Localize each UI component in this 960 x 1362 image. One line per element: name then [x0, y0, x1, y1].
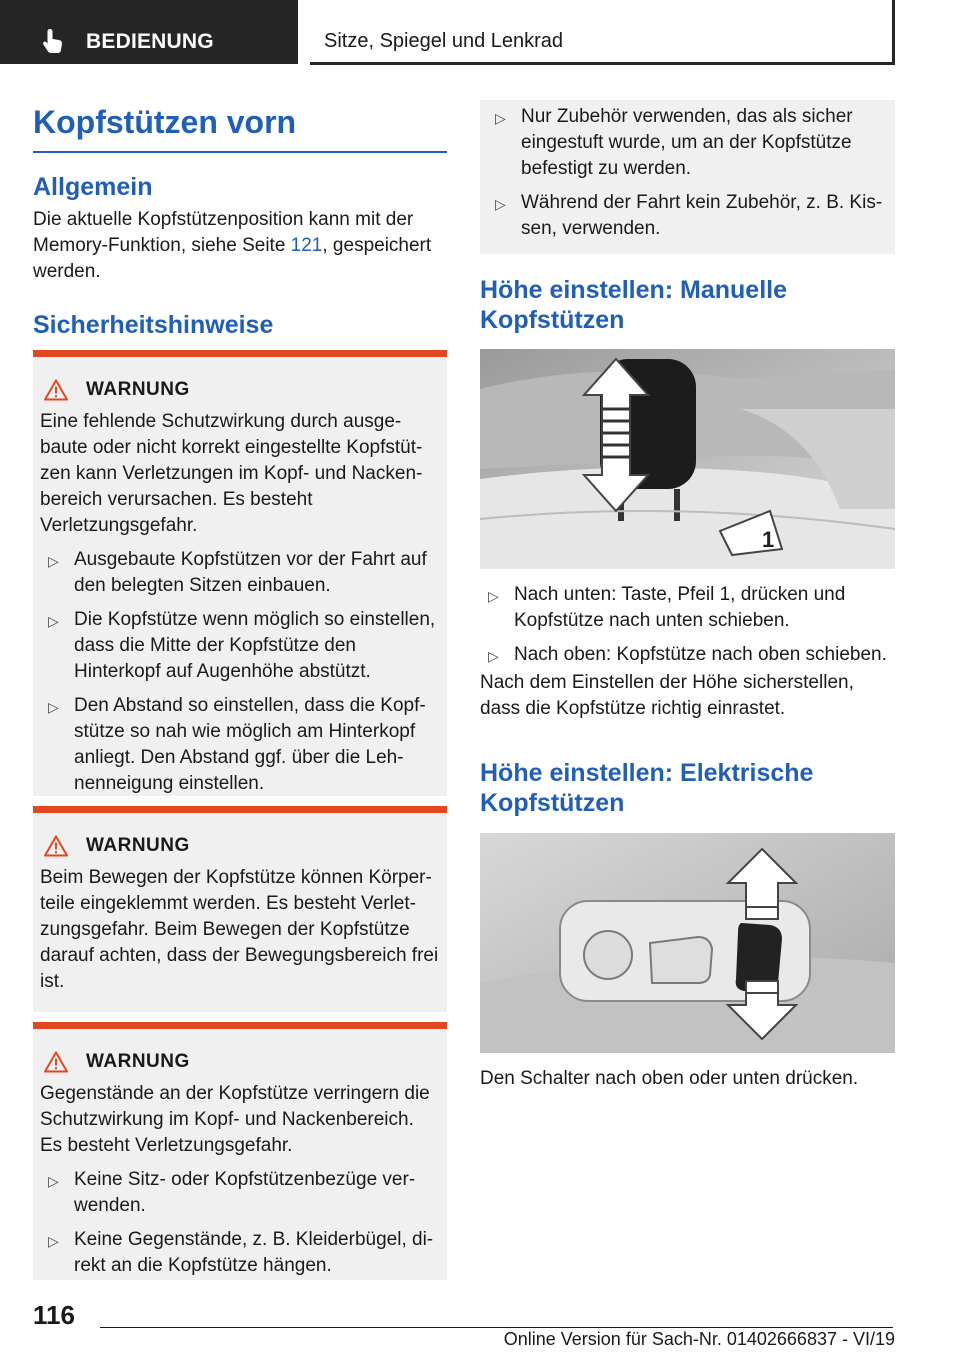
manual-headrest-photo — [480, 349, 895, 569]
triangle-bullet-icon: ▷ — [48, 699, 59, 715]
list-item-text: Nur Zubehör verwenden, das als sicher eingestuft wurde, um an der Kopfstütze befestigt zu werden. — [521, 106, 853, 179]
list-item-text: Während der Fahrt kein Zubehör, z. B. Kissen, verwenden. — [521, 192, 883, 239]
section-tab — [0, 0, 298, 64]
list-item — [40, 547, 439, 599]
page-title: Kopfstützen vorn — [33, 104, 447, 153]
warning-title-text: WARNUNG — [86, 835, 190, 856]
triangle-bullet-icon: ▷ — [495, 196, 506, 212]
warning-box — [33, 806, 447, 1012]
list-item — [40, 607, 439, 685]
list-item-text: Die Kopfstütze wenn möglich so einstellen, dass die Mitte der Kopfstütze den Hinterkopf auf Augenhöhe abstützt. — [74, 609, 436, 682]
heading-manual-headrest: Höhe einstellen: Manuelle Kopfstützen — [480, 276, 788, 334]
list-item — [40, 1167, 439, 1219]
allgemein-text-part: , gespeichert werden. — [33, 235, 432, 282]
list-item-text: Keine Sitz- oder Kopfstützenbezüge verwenden. — [74, 1169, 416, 1216]
list-item — [487, 104, 883, 182]
triangle-bullet-icon: ▷ — [488, 588, 499, 604]
triangle-bullet-icon: ▷ — [488, 648, 499, 664]
footer-divider — [100, 1327, 893, 1328]
list-item — [480, 642, 895, 668]
manual-text: Nach dem Einstellen der Höhe sicherstellen, dass die Kopfstütze richtig einrastet. — [480, 672, 854, 719]
triangle-bullet-icon: ▷ — [48, 1233, 59, 1249]
warning-triangle-icon — [44, 1051, 68, 1073]
switch-illustration — [480, 833, 895, 1053]
electric-switch-photo — [480, 833, 895, 1053]
headrest-illustration — [480, 349, 895, 569]
list-item-text: Ausgebaute Kopfstützen vor der Fahrt auf den belegten Sitzen einbauen. — [74, 549, 427, 596]
list-item-text: Keine Gegenstände, z. B. Kleiderbügel, direkt an die Kopfstütze hängen. — [74, 1229, 434, 1276]
warning-text: Gegenstände an der Kopfstütze verringern die Schutzwirkung im Kopf- und Nackenbereich. Es besteht Verletzungsgefahr. — [40, 1083, 430, 1156]
heading-electric-headrest: Höhe einstellen: Elektrische Kopfstützen — [480, 759, 814, 817]
list-item — [480, 582, 895, 634]
section-label: BEDIENUNG — [86, 30, 214, 53]
list-item-text: Nach oben: Kopfstütze nach oben schieben. — [514, 644, 887, 665]
triangle-bullet-icon: ▷ — [48, 1173, 59, 1189]
warning-title — [40, 833, 439, 859]
list-item-text: Den Abstand so einstellen, dass die Kopfstütze so nah wie möglich am Hinterkopf anliegt. Den Abstand ggf. über die Lehnenneigung einstellen. — [74, 695, 426, 794]
page-number: 116 — [33, 1300, 75, 1330]
warning-text: Beim Bewegen der Kopfstütze können Körperteile eingeklemmt werden. Es besteht Verletzungsgefahr. Beim Bewegen der Kopfstütze darauf achten, dass der Bewegungsbereich frei ist. — [40, 867, 439, 992]
triangle-bullet-icon: ▷ — [48, 613, 59, 629]
warning-continuation-box — [480, 100, 895, 254]
electric-text: Den Schalter nach oben oder unten drücken. — [480, 1068, 859, 1089]
warning-box — [33, 350, 447, 796]
warning-text: Eine fehlende Schutzwirkung durch ausgebaute oder nicht korrekt eingestellte Kopfstützen kann Verletzungen im Kopf- und Nackenbereich verursachen. Es besteht Verletzungsgefahr. — [40, 411, 423, 536]
manual-bullet-list — [480, 574, 895, 668]
list-item-text: Nach unten: Taste, Pfeil 1, drücken und Kopfstütze nach unten schieben. — [514, 584, 846, 631]
warning-bullet-list — [487, 104, 883, 242]
warning-bullet-list — [40, 547, 439, 797]
chapter-title: Sitze, Spiegel und Lenkrad — [324, 30, 564, 52]
warning-bullet-list — [40, 1167, 439, 1279]
list-item — [40, 1227, 439, 1279]
figure-label-1: 1 — [762, 527, 775, 552]
list-item — [40, 693, 439, 797]
warning-triangle-icon — [44, 835, 68, 857]
warning-title-text: WARNUNG — [86, 379, 190, 400]
list-item — [487, 190, 883, 242]
warning-triangle-icon — [44, 379, 68, 401]
heading-allgemein: Allgemein — [33, 173, 153, 201]
page-link-121[interactable]: 121 — [290, 235, 323, 256]
hand-pointer-icon — [40, 28, 66, 54]
online-version-text: Online Version für Sach-Nr. 01402666837 - VI/19 — [503, 1329, 895, 1349]
heading-sicherheitshinweise: Sicherheitshinweise — [33, 311, 274, 339]
warning-box — [33, 1022, 447, 1280]
allgemein-text-part: Die aktuelle Kopfstützenposition kann mit der Memory-Funktion, siehe Seite — [33, 209, 414, 256]
warning-title — [40, 377, 439, 403]
allgemein-text — [33, 207, 447, 285]
triangle-bullet-icon: ▷ — [48, 553, 59, 569]
warning-title-text: WARNUNG — [86, 1051, 190, 1072]
warning-title — [40, 1049, 439, 1075]
chapter-header — [310, 0, 895, 65]
triangle-bullet-icon: ▷ — [495, 110, 506, 126]
